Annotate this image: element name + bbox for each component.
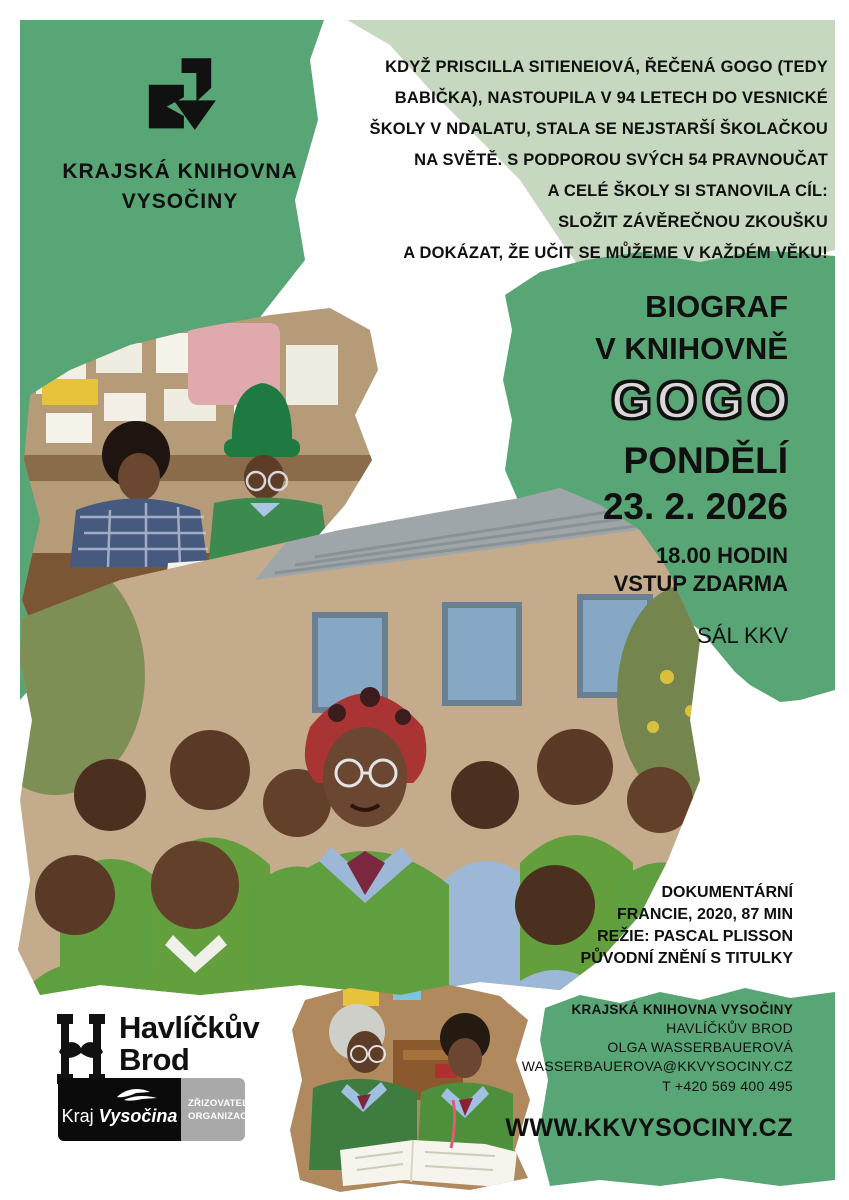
kraj-vysocina-name [58, 1106, 181, 1127]
contact-email[interactable]: WASSERBAUEROVA@KKVYSOCINY.CZ [521, 1058, 793, 1075]
library-name-line2: VYSOČINY [121, 190, 239, 213]
website-link[interactable]: WWW.KKVYSOCINY.CZ [505, 1113, 793, 1142]
intro-paragraph [360, 52, 828, 269]
event-admission: VSTUP ZDARMA [613, 571, 788, 596]
film-title: GOGO [611, 372, 793, 430]
library-brand [20, 54, 340, 217]
havlickuv-brod-logo [55, 1012, 259, 1086]
intro-line: SLOŽIT ZÁVĚREČNOU ZKOUŠKU [558, 213, 828, 231]
contact-city: HAVLÍČKŮV BROD [666, 1020, 793, 1036]
intro-line: A DOKÁZAT, ŽE UČIT SE MŮŽEME V KAŽDÉM VĚKU! [403, 244, 828, 262]
kraj-vysocina-badge [58, 1078, 181, 1141]
havlickuv-brod-line1: Havlíčkův [119, 1010, 260, 1045]
event-venue: SÁL KKV [697, 623, 788, 648]
library-name-line1: KRAJSKÁ KNIHOVNA [62, 160, 298, 183]
kraj-vysocina-logo [58, 1078, 254, 1141]
event-day: PONDĚLÍ [623, 440, 788, 481]
film-info-line: DOKUMENTÁRNÍ [661, 884, 793, 901]
film-info-line: PŮVODNÍ ZNĚNÍ S TITULKY [580, 950, 793, 967]
intro-line: NA SVĚTĚ. S PODPOROU SVÝCH 54 PRAVNOUČAT [414, 151, 828, 169]
role-line2: ORGANIZACE [188, 1110, 254, 1122]
film-info-line: REŽIE: PASCAL PLISSON [597, 928, 793, 945]
kraj-vysocina-bird-icon [116, 1087, 158, 1101]
contact-person: OLGA WASSERBAUEROVÁ [607, 1039, 793, 1056]
photo-small-illustration [285, 980, 540, 1195]
intro-line: KDYŽ PRISCILLA SITIENEIOVÁ, ŘEČENÁ GOGO (TEDY [385, 58, 828, 76]
event-label-line2: V KNIHOVNĚ [595, 331, 788, 366]
intro-line: ŠKOLY V NDALATU, STALA SE NEJSTARŠÍ ŠKOLAČKOU [369, 120, 828, 138]
kraj-vysocina-role-badge [181, 1078, 254, 1141]
kraj-label: Kraj [61, 1106, 94, 1126]
contact-org: KRAJSKÁ KNIHOVNA VYSOČINY [571, 1002, 793, 1017]
event-details [400, 286, 793, 650]
intro-line: A CELÉ ŠKOLY SI STANOVILA CÍL: [547, 182, 828, 200]
contact-block [505, 1000, 793, 1143]
havlickuv-brod-line2: Brod [119, 1042, 190, 1077]
film-info [500, 882, 793, 970]
film-info-line: FRANCIE, 2020, 87 MIN [616, 906, 793, 923]
library-logo-icon [141, 54, 219, 142]
intro-line: BABIČKA), NASTOUPILA V 94 LETECH DO VESNICKÉ [394, 89, 828, 107]
event-label-line1: BIOGRAF [645, 289, 788, 324]
event-time: 18.00 HODIN [655, 543, 788, 568]
contact-phone: T +420 569 400 495 [662, 1077, 793, 1094]
event-date: 23. 2. 2026 [602, 486, 788, 527]
photo-gogo-studying [285, 980, 540, 1195]
role-line1: ZŘIZOVATEL [188, 1097, 249, 1109]
havlickuv-brod-mustache-h-icon [55, 1012, 107, 1086]
vysocina-label: Vysočina [98, 1106, 178, 1126]
